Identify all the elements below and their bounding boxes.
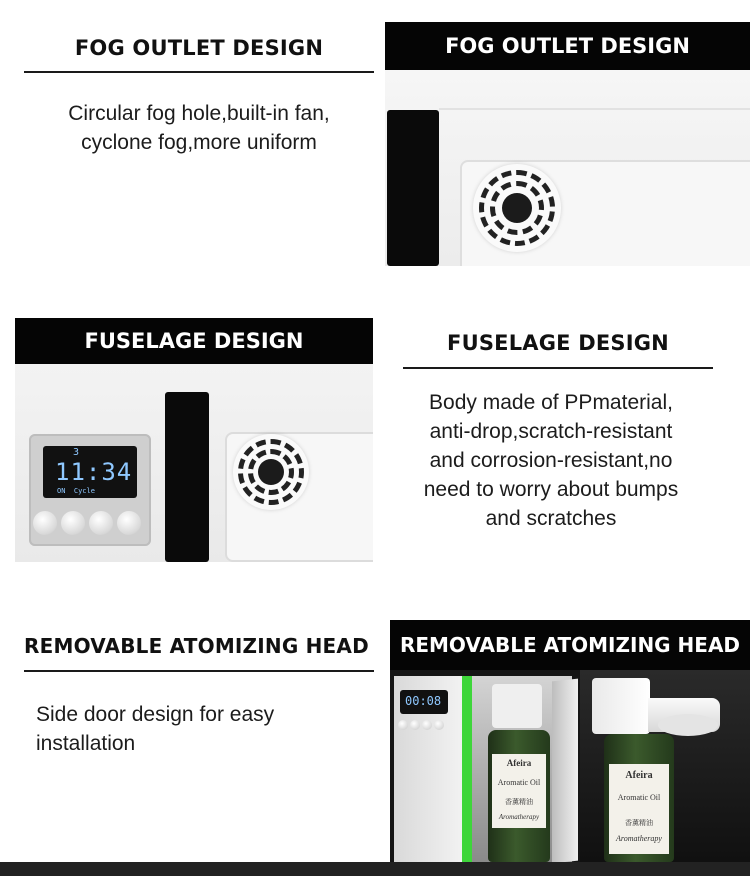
fog-outlet-description (24, 99, 374, 157)
atomizing-head-description (36, 700, 366, 758)
bottle-label (609, 764, 669, 854)
small-time-display: 00:08 (405, 694, 442, 708)
bottle-script: Aromatherapy (498, 813, 540, 821)
fog-hole (473, 164, 561, 252)
time-display: 11:34 (55, 458, 133, 486)
fog-hole (233, 434, 309, 510)
fog-outlet-banner: FOG OUTLET DESIGN (385, 22, 750, 70)
side-door[interactable] (552, 679, 578, 862)
description-line: Side door design for easy (36, 703, 275, 726)
heading-underline (24, 670, 374, 672)
panel-button-2[interactable] (410, 720, 420, 730)
program-number: 3 (73, 447, 80, 458)
panel-button-1[interactable] (398, 720, 408, 730)
fog-outlet-heading: FOG OUTLET DESIGN (74, 36, 324, 60)
bottle-product: Aromatic Oil (497, 778, 541, 787)
description-line: Circular fog hole,built-in fan, (68, 102, 330, 125)
atomizer-disc (658, 714, 718, 736)
panel-button-4[interactable] (434, 720, 444, 730)
panel-button-3[interactable] (89, 511, 113, 535)
fuselage-heading: FUSELAGE DESIGN (447, 331, 669, 355)
atomizing-head-closeup (592, 678, 650, 734)
pump-head (492, 684, 542, 728)
small-lcd-screen (400, 690, 448, 714)
bottle-script: Aromatherapy (616, 834, 662, 843)
fog-outlet-photo (385, 70, 750, 266)
panel-button-4[interactable] (117, 511, 141, 535)
door-hinge (387, 110, 439, 266)
description-line: need to worry about bumps (423, 478, 679, 501)
atomizing-head-photo (390, 670, 750, 862)
bottom-strip (0, 862, 750, 876)
atomizing-head-heading: REMOVABLE ATOMIZING HEAD (24, 634, 369, 658)
lcd-screen (43, 446, 137, 498)
atomizing-head-banner: REMOVABLE ATOMIZING HEAD (390, 620, 750, 670)
description-line: and scratches (485, 507, 617, 530)
oil-bottle-2 (604, 734, 674, 862)
status-text: ON Cycle (57, 487, 95, 495)
panel-button-3[interactable] (422, 720, 432, 730)
description-line: cyclone fog,more uniform (81, 131, 317, 154)
bottle-label (492, 754, 546, 828)
bottle-brand: Afeira (506, 758, 532, 768)
bottle-product: Aromatic Oil (617, 793, 661, 802)
fog-ring-center (502, 193, 532, 223)
fuselage-photo (15, 364, 373, 562)
green-hinge (462, 676, 472, 862)
oil-bottle-1 (488, 730, 550, 862)
door-hinge (165, 392, 209, 562)
panel-button-1[interactable] (33, 511, 57, 535)
description-line: installation (36, 732, 136, 755)
description-line: Body made of PPmaterial, (429, 391, 673, 414)
bottle-brand: Afeira (625, 770, 653, 781)
heading-underline (24, 71, 374, 73)
description-line: and corrosion-resistant,no (429, 449, 673, 472)
panel-edge (439, 108, 750, 110)
fog-ring-center (258, 459, 284, 485)
fuselage-banner: FUSELAGE DESIGN (15, 318, 373, 364)
bottle-chinese: 香薰精油 (505, 798, 533, 806)
panel-button-2[interactable] (61, 511, 85, 535)
fuselage-description (393, 388, 709, 533)
heading-underline (403, 367, 713, 369)
bottle-chinese: 香薰精油 (625, 819, 653, 827)
description-line: anti-drop,scratch-resistant (429, 420, 673, 443)
